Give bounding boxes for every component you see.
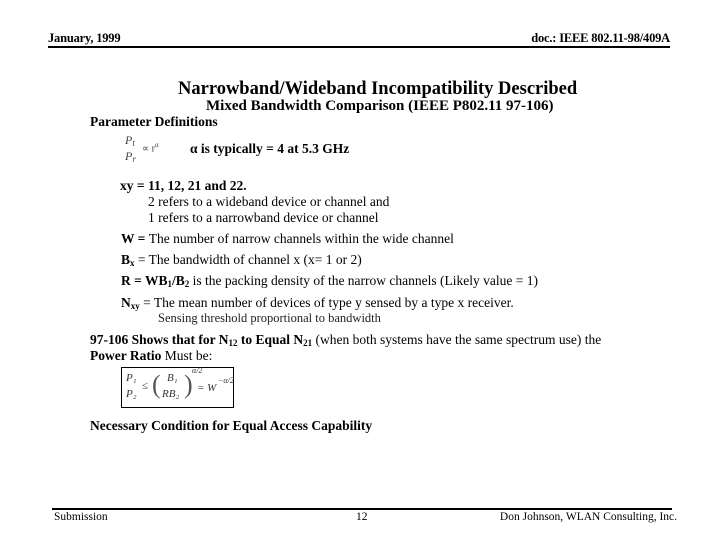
power-ratio-label: Power Ratio Must be: (90, 348, 213, 363)
nxy-definition: $N_{xy}$ = The mean number of devices of type y sensed by a type x receiver. (121, 295, 514, 311)
slide-subtitle: Mixed Bandwidth Comparison (IEEE P802.11 97-106) (206, 98, 554, 114)
xy-definition: xy = 11, 12, 21 and 22. (120, 178, 247, 193)
footer-submission: Submission (54, 511, 108, 523)
conclusion-text: Necessary Condition for Equal Access Capability (90, 418, 373, 433)
xy-narrowband-note: 1 refers to a narrowband device or channel (148, 210, 379, 225)
header-divider (48, 46, 670, 48)
alpha-note: α is typically = 4 at 5.3 GHz (190, 141, 350, 156)
header-doc-id: doc.: IEEE 802.11-98/409A (531, 31, 670, 45)
result-statement: 97-106 Shows that for $N_{12}$ to Equal $N_{21}$ (when both systems have the same spectrum use) the (90, 332, 602, 348)
power-ratio-formula: P₁ P₂ ≤ ( B₁ RB₂ ) α/2 = W −α/2 (121, 367, 234, 408)
bx-definition: $B_x$ = The bandwidth of channel x (x= 1 or 2) (121, 252, 362, 268)
power-r-symbol: P (125, 149, 133, 163)
w-definition: W = The number of narrow channels within the wide channel (121, 231, 454, 246)
section-heading: Parameter Definitions (90, 114, 218, 129)
footer-page-number: 12 (356, 511, 368, 523)
sensing-threshold-note: Sensing threshold proportional to bandwidth (158, 311, 381, 325)
slide-title: Narrowband/Wideband Incompatibility Described (178, 79, 578, 99)
footer-divider (52, 508, 672, 510)
r-definition: $R = WB_1/B_2$ is the packing density of the narrow channels (Likely value = 1) (121, 273, 538, 289)
power-t-symbol: P (125, 133, 133, 147)
header-date: January, 1999 (48, 31, 121, 45)
footer-author: Don Johnson, WLAN Consulting, Inc. (499, 511, 677, 523)
xy-wideband-note: 2 refers to a wideband device or channel and (148, 194, 390, 209)
